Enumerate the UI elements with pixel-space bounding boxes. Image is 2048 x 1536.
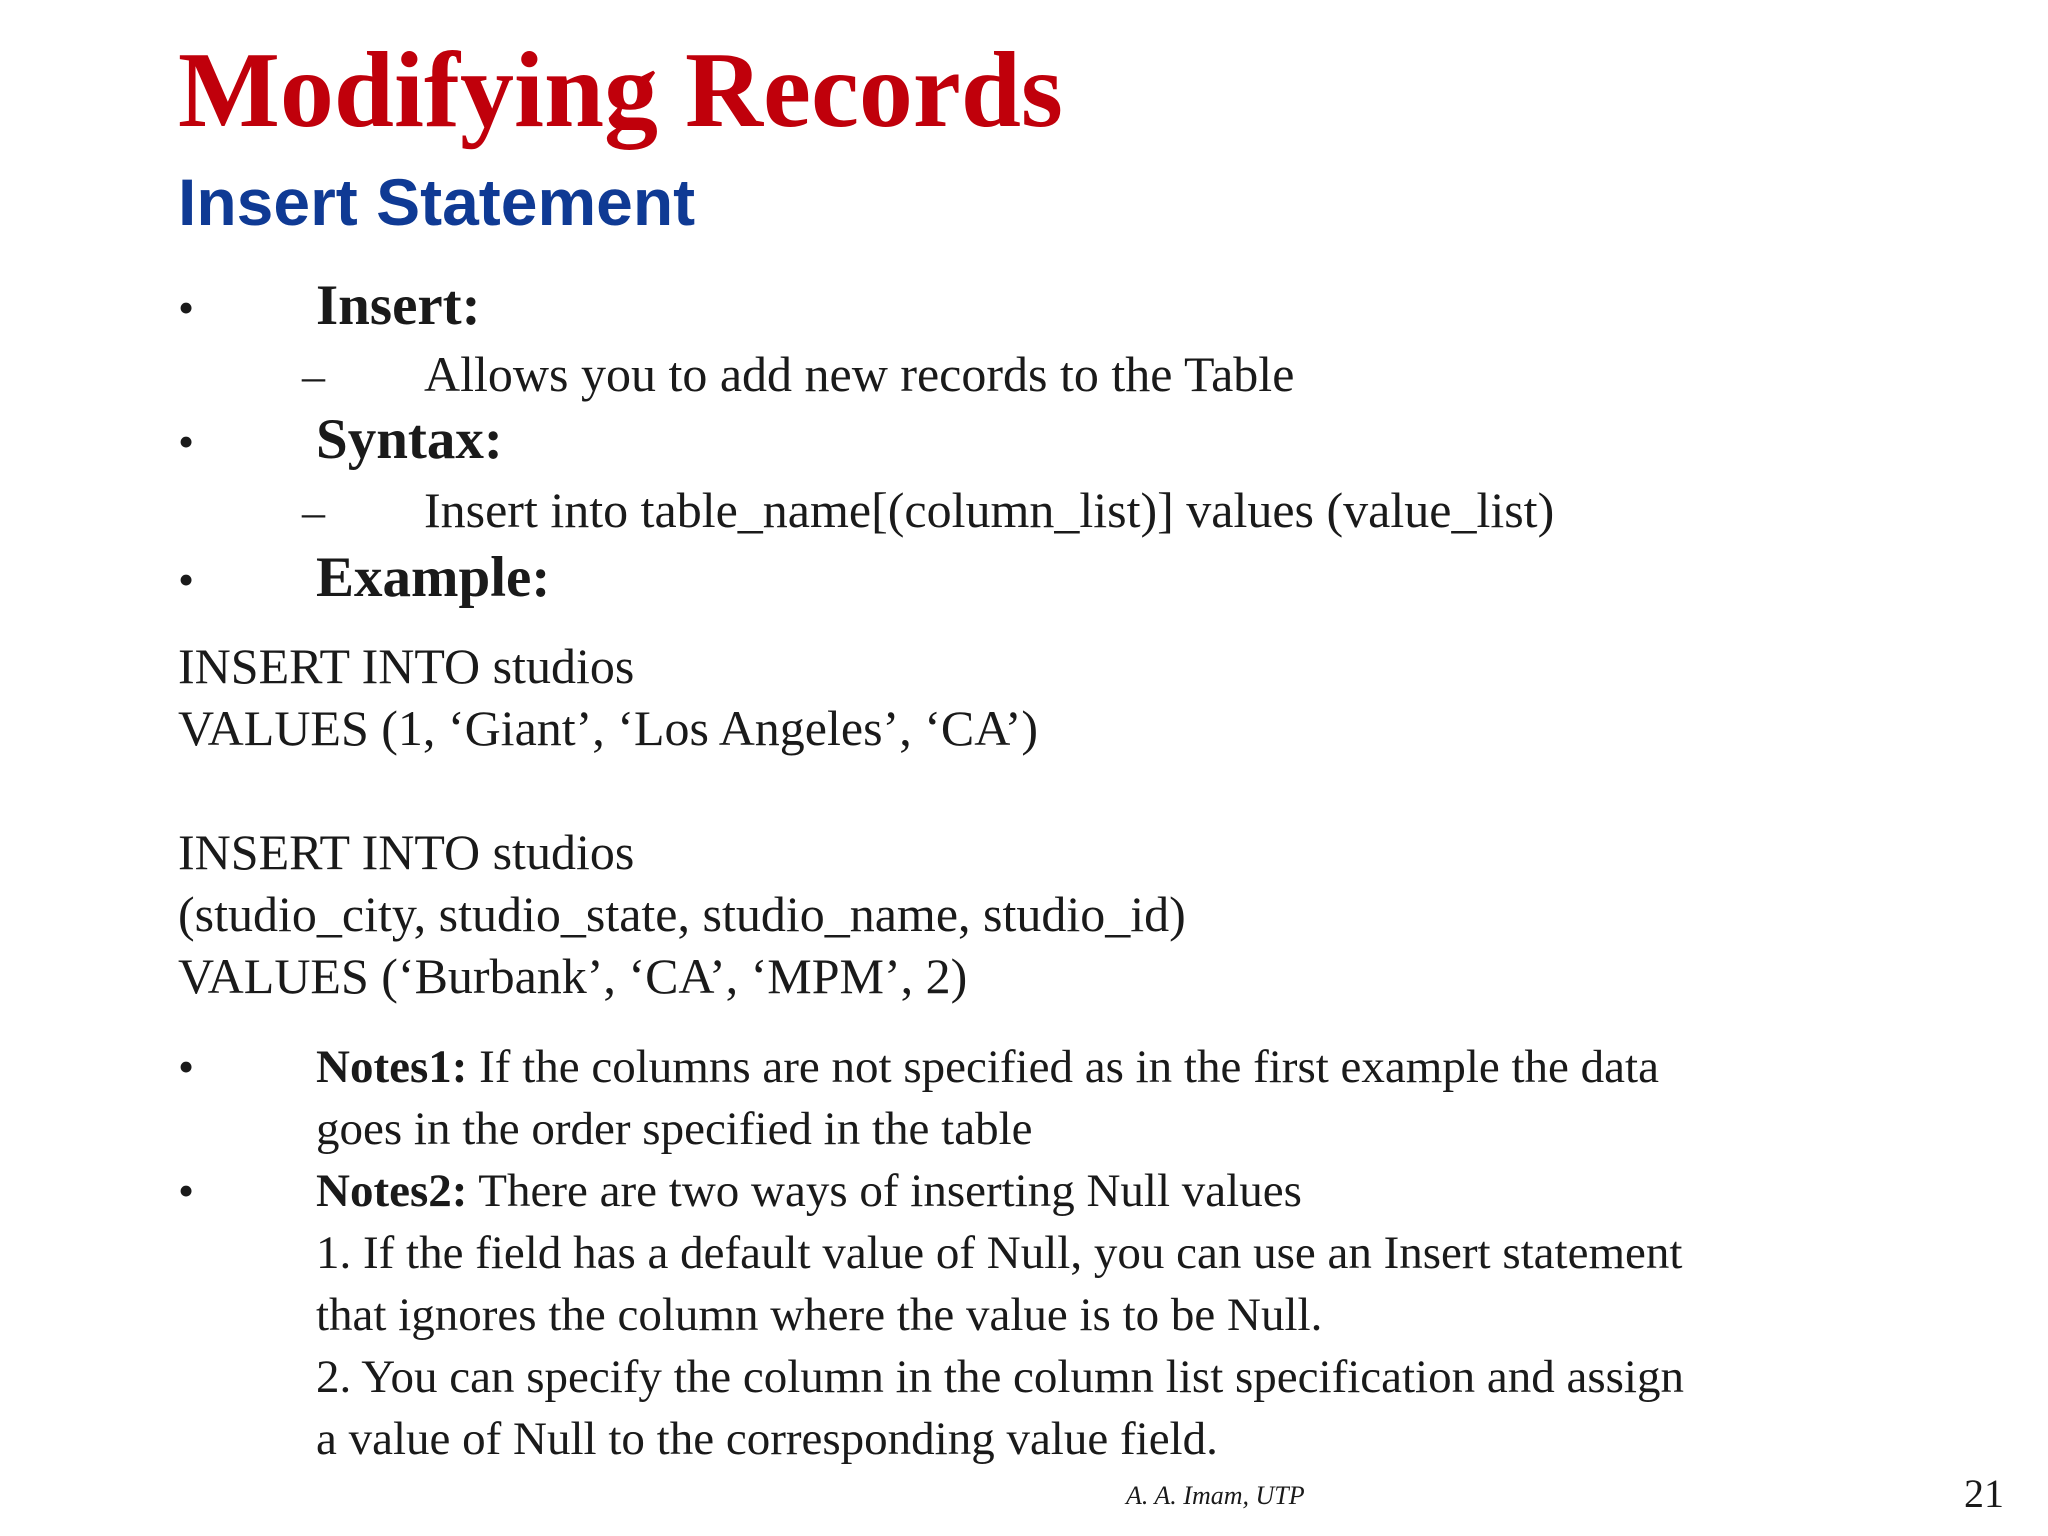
slide-subtitle: Insert Statement (178, 165, 696, 239)
note-1-label: Notes1: (316, 1041, 468, 1093)
bullet-heading-insert: Insert: (316, 274, 481, 337)
example-2-line: (studio_city, studio_state, studio_name, studio_id) (178, 886, 1186, 942)
page-number: 21 (1964, 1471, 2004, 1516)
bullet-icon: • (178, 554, 195, 605)
example-1-line: INSERT INTO studios (178, 638, 635, 694)
dash-icon: – (302, 350, 325, 401)
note-2-label: Notes2: (316, 1165, 468, 1217)
example-2-line: VALUES (‘Burbank’, ‘CA’, ‘MPM’, 2) (178, 948, 968, 1004)
bullet-icon: • (178, 1165, 195, 1216)
note-2-line: 2. You can specify the column in the column list specification and assign (316, 1351, 1684, 1403)
dash-icon: – (302, 486, 325, 537)
note-2-line: a value of Null to the corresponding value field. (316, 1413, 1218, 1465)
syntax-description: Insert into table_name[(column_list)] values (value_list) (424, 482, 1555, 538)
bullet-icon: • (178, 1041, 195, 1092)
insert-description: Allows you to add new records to the Table (424, 346, 1295, 402)
note-2-line: that ignores the column where the value is to be Null. (316, 1289, 1323, 1341)
example-1-line: VALUES (1, ‘Giant’, ‘Los Angeles’, ‘CA’) (178, 700, 1039, 756)
note-1-line: goes in the order specified in the table (316, 1103, 1033, 1155)
note-2-line: 1. If the field has a default value of Null, you can use an Insert statement (316, 1227, 1683, 1279)
note-2-text: There are two ways of inserting Null values (467, 1165, 1302, 1217)
note-2-first-line (316, 1160, 1302, 1222)
bullet-icon: • (178, 282, 195, 333)
slide-title: Modifying Records (178, 31, 1063, 150)
example-2-line: INSERT INTO studios (178, 824, 635, 880)
note-1-text: If the columns are not specified as in the first example the data (467, 1041, 1659, 1093)
bullet-heading-example: Example: (316, 546, 551, 609)
slide-footer: A. A. Imam, UTP (1126, 1481, 1305, 1510)
note-1-first-line (316, 1036, 1659, 1098)
bullet-heading-syntax: Syntax: (316, 408, 503, 471)
bullet-icon: • (178, 416, 195, 467)
